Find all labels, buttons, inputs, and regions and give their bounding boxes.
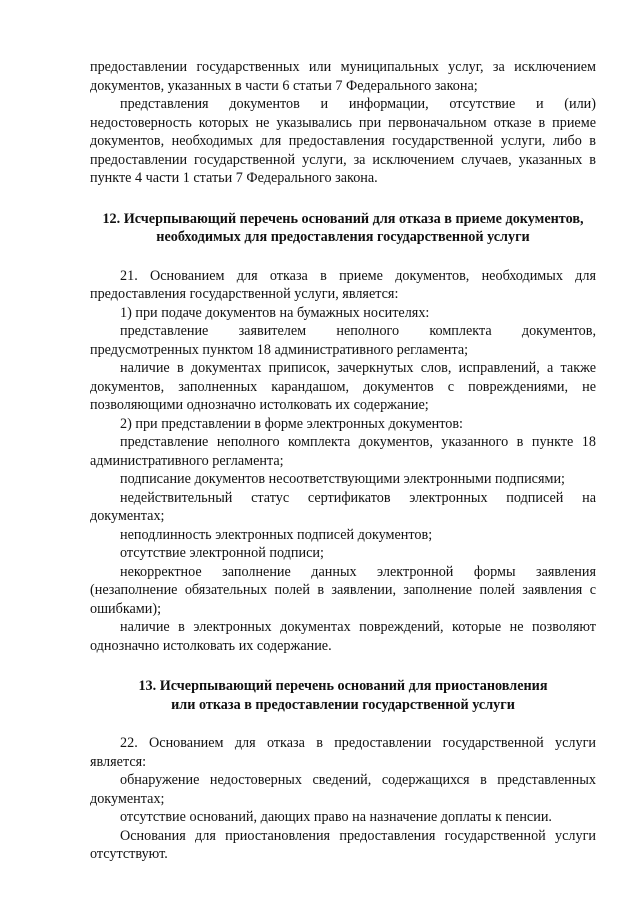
section-12-item: представление неполного комплекта документов, указанного в пункте 18 административного регламента; <box>90 434 596 469</box>
section-13-suspension-note: Основания для приостановления предоставления государственной услуги отсутствуют. <box>90 827 596 862</box>
intro-paragraph-1: предоставлении государственных или муниципальных услуг, за исключением документов, указанных в части 6 статьи 7 Федерального закона; <box>90 59 596 94</box>
section-12-item: отсутствие электронной подписи; <box>120 545 324 561</box>
section-12-heading: 12. Исчерпывающий перечень оснований для отказа в приеме документов, необходимых для предоставления государственной услуги <box>102 210 584 245</box>
section-12-item: представление заявителем неполного комплекта документов, предусмотренных пунктом 18 административного регламента; <box>90 323 596 358</box>
section-12-item: некорректное заполнение данных электронной формы заявления (незаполнение обязательных полей в заявлении, заполнение полей заявления с ошибками); <box>90 563 596 617</box>
section-12-item: наличие в электронных документах повреждений, которые не позволяют однозначно истолковать их содержание. <box>90 619 596 654</box>
section-12-item: недействительный статус сертификатов электронных подписей на документах; <box>90 489 596 524</box>
section-12-paragraph-21: 21. Основанием для отказа в приеме документов, необходимых для предоставления государственной услуги, является: <box>90 267 596 302</box>
section-13-paragraph-22: 22. Основанием для отказа в предоставлении государственной услуги является: <box>90 735 596 770</box>
section-12-item-paper: 1) при подаче документов на бумажных носителях: <box>120 304 430 321</box>
section-13-heading-line-2: или отказа в предоставлении государственной услуги <box>171 696 515 713</box>
section-12-item: подписание документов несоответствующими электронными подписями; <box>120 471 565 487</box>
section-13-item: обнаружение недостоверных сведений, содержащихся в представленных документах; <box>90 772 596 807</box>
intro-paragraph-2: представления документов и информации, отсутствие и (или) недостоверность которых не указывались при первоначальном отказе в приеме документов, необходимых для предоставления государственной услуги, либо в предоставлении государственной услуги, за исключением случаев, указанных в пункте 4 части 1 статьи 7 Федерального закона. <box>90 96 596 186</box>
section-12-item: наличие в документах приписок, зачеркнутых слов, исправлений, а также документов, заполненных карандашом, документов с повреждениями, не позволяющими однозначно истолковать их содержание; <box>90 360 596 413</box>
section-13-heading-line-1: 13. Исчерпывающий перечень оснований для приостановления <box>138 678 548 694</box>
section-12-item-electronic: 2) при представлении в форме электронных документов: <box>120 415 463 432</box>
section-13-item: отсутствие оснований, дающих право на назначение доплаты к пенсии. <box>120 809 552 825</box>
document-page <box>90 58 596 864</box>
section-12-item: неподлинность электронных подписей документов; <box>120 526 433 543</box>
